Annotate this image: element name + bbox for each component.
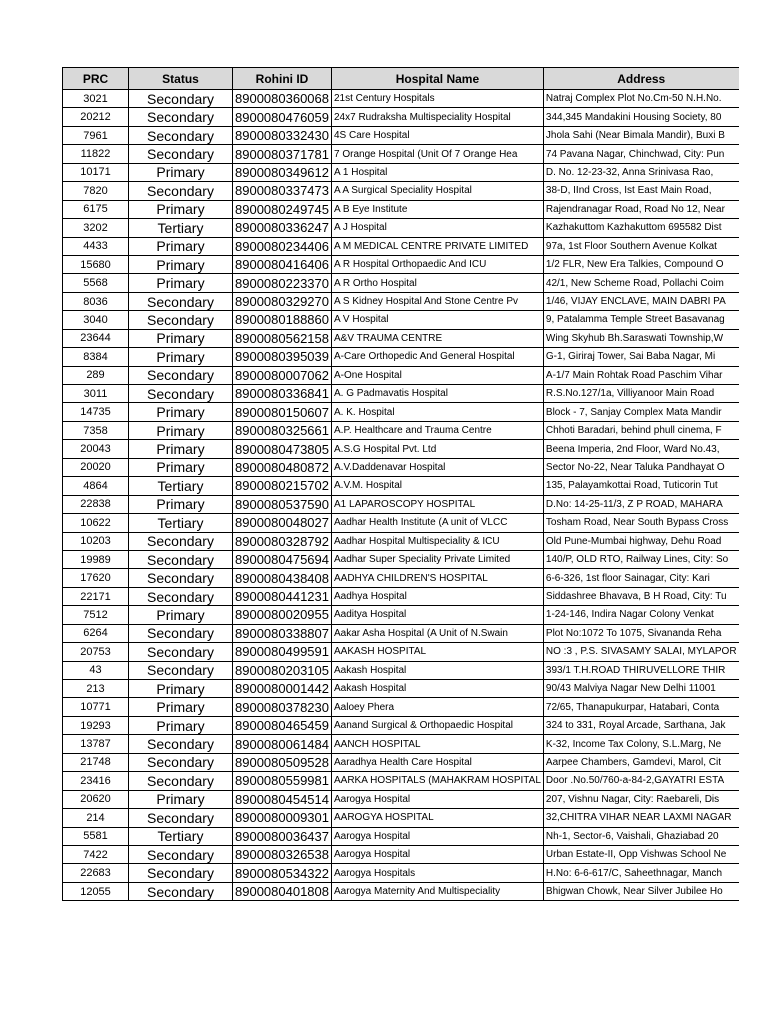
table-row (63, 882, 739, 900)
header-address: Address (543, 68, 738, 90)
cell-status: Primary (129, 440, 233, 458)
cell-rohini-id: 8900080371781 (233, 145, 332, 163)
cell-prc: 10622 (63, 514, 129, 532)
cell-prc: 20212 (63, 108, 129, 126)
cell-prc: 7961 (63, 126, 129, 144)
cell-prc: 6175 (63, 200, 129, 218)
cell-status: Primary (129, 790, 233, 808)
cell-address: 393/1 T.H.ROAD THIRUVELLORE THIR (543, 661, 738, 679)
cell-rohini-id: 8900080001442 (233, 680, 332, 698)
table-row (63, 735, 739, 753)
cell-address: 9, Patalamma Temple Street Basavanag (543, 311, 738, 329)
table-row (63, 772, 739, 790)
table-row (63, 680, 739, 698)
header-status: Status (129, 68, 233, 90)
cell-status: Secondary (129, 385, 233, 403)
cell-rohini-id: 8900080020955 (233, 606, 332, 624)
table-row (63, 550, 739, 568)
cell-status: Primary (129, 200, 233, 218)
cell-address: Urban Estate-II, Opp Vishwas School Ne (543, 845, 738, 863)
cell-rohini-id: 8900080499591 (233, 643, 332, 661)
cell-hospital-name: AARKA HOSPITALS (MAHAKRAM HOSPITAL (332, 772, 544, 790)
cell-hospital-name: Aarogya Hospitals (332, 864, 544, 882)
cell-address: 32,CHITRA VIHAR NEAR LAXMI NAGAR (543, 809, 738, 827)
cell-rohini-id: 8900080332430 (233, 126, 332, 144)
cell-hospital-name: A A Surgical Speciality Hospital (332, 182, 544, 200)
cell-hospital-name: Aanand Surgical & Orthopaedic Hospital (332, 716, 544, 734)
cell-hospital-name: Aaloey Phera (332, 698, 544, 716)
cell-address: Sector No-22, Near Taluka Pandhayat O (543, 458, 738, 476)
table-row (63, 587, 739, 605)
cell-status: Primary (129, 255, 233, 273)
cell-status: Secondary (129, 569, 233, 587)
cell-prc: 14735 (63, 403, 129, 421)
table-row (63, 348, 739, 366)
cell-rohini-id: 8900080338807 (233, 624, 332, 642)
table-row (63, 495, 739, 513)
cell-rohini-id: 8900080559981 (233, 772, 332, 790)
table-body (63, 90, 739, 901)
cell-prc: 11822 (63, 145, 129, 163)
cell-status: Secondary (129, 772, 233, 790)
cell-rohini-id: 8900080007062 (233, 366, 332, 384)
cell-status: Secondary (129, 108, 233, 126)
table-row (63, 845, 739, 863)
cell-status: Secondary (129, 90, 233, 108)
cell-prc: 10771 (63, 698, 129, 716)
cell-prc: 289 (63, 366, 129, 384)
cell-rohini-id: 8900080454514 (233, 790, 332, 808)
cell-hospital-name: A1 LAPAROSCOPY HOSPITAL (332, 495, 544, 513)
cell-hospital-name: AANCH HOSPITAL (332, 735, 544, 753)
cell-status: Primary (129, 716, 233, 734)
header-rohini-id: Rohini ID (233, 68, 332, 90)
cell-rohini-id: 8900080480872 (233, 458, 332, 476)
cell-rohini-id: 8900080395039 (233, 348, 332, 366)
cell-address: D. No. 12-23-32, Anna Srinivasa Rao, (543, 163, 738, 181)
cell-prc: 8384 (63, 348, 129, 366)
cell-rohini-id: 8900080188860 (233, 311, 332, 329)
cell-rohini-id: 8900080249745 (233, 200, 332, 218)
cell-rohini-id: 8900080537590 (233, 495, 332, 513)
cell-prc: 5568 (63, 274, 129, 292)
cell-hospital-name: Aadhar Super Speciality Private Limited (332, 550, 544, 568)
cell-status: Secondary (129, 311, 233, 329)
cell-address: 74 Pavana Nagar, Chinchwad, City: Pun (543, 145, 738, 163)
cell-hospital-name: A. K. Hospital (332, 403, 544, 421)
table-row (63, 255, 739, 273)
cell-hospital-name: Aarogya Maternity And Multispeciality (332, 882, 544, 900)
cell-hospital-name: AAKASH HOSPITAL (332, 643, 544, 661)
hospital-table (62, 67, 739, 901)
cell-rohini-id: 8900080336841 (233, 385, 332, 403)
cell-hospital-name: A-Care Orthopedic And General Hospital (332, 348, 544, 366)
cell-hospital-name: Aarogya Hospital (332, 790, 544, 808)
cell-status: Secondary (129, 735, 233, 753)
cell-prc: 19293 (63, 716, 129, 734)
cell-hospital-name: A. G Padmavatis Hospital (332, 385, 544, 403)
cell-hospital-name: A.V.M. Hospital (332, 477, 544, 495)
cell-status: Primary (129, 403, 233, 421)
cell-prc: 13787 (63, 735, 129, 753)
cell-hospital-name: 21st Century Hospitals (332, 90, 544, 108)
cell-address: Bhigwan Chowk, Near Silver Jubilee Ho (543, 882, 738, 900)
cell-address: Beena Imperia, 2nd Floor, Ward No.43, (543, 440, 738, 458)
cell-hospital-name: Aakash Hospital (332, 661, 544, 679)
cell-prc: 10203 (63, 532, 129, 550)
cell-hospital-name: A.V.Daddenavar Hospital (332, 458, 544, 476)
cell-hospital-name: 4S Care Hospital (332, 126, 544, 144)
cell-hospital-name: Aakar Asha Hospital (A Unit of N.Swain (332, 624, 544, 642)
cell-address: Door .No.50/760-a-84-2,GAYATRI ESTA (543, 772, 738, 790)
cell-status: Primary (129, 274, 233, 292)
cell-status: Secondary (129, 145, 233, 163)
cell-address: 135, Palayamkottai Road, Tuticorin Tut (543, 477, 738, 495)
cell-rohini-id: 8900080061484 (233, 735, 332, 753)
cell-hospital-name: A.P. Healthcare and Trauma Centre (332, 421, 544, 439)
cell-hospital-name: A S Kidney Hospital And Stone Centre Pv (332, 292, 544, 310)
cell-rohini-id: 8900080473805 (233, 440, 332, 458)
cell-address: 207, Vishnu Nagar, City: Raebareli, Dis (543, 790, 738, 808)
table-row (63, 311, 739, 329)
cell-rohini-id: 8900080360068 (233, 90, 332, 108)
cell-status: Primary (129, 163, 233, 181)
cell-prc: 6264 (63, 624, 129, 642)
cell-status: Secondary (129, 661, 233, 679)
cell-status: Secondary (129, 550, 233, 568)
cell-status: Primary (129, 237, 233, 255)
cell-status: Primary (129, 421, 233, 439)
table-row (63, 698, 739, 716)
cell-status: Tertiary (129, 219, 233, 237)
cell-prc: 20620 (63, 790, 129, 808)
cell-status: Tertiary (129, 477, 233, 495)
cell-status: Secondary (129, 845, 233, 863)
cell-address: 1-24-146, Indira Nagar Colony Venkat (543, 606, 738, 624)
cell-status: Primary (129, 495, 233, 513)
cell-hospital-name: A R Ortho Hospital (332, 274, 544, 292)
cell-rohini-id: 8900080009301 (233, 809, 332, 827)
table-row (63, 90, 739, 108)
table-row (63, 716, 739, 734)
cell-address: H.No: 6-6-617/C, Saheethnagar, Manch (543, 864, 738, 882)
cell-prc: 3021 (63, 90, 129, 108)
table-row (63, 126, 739, 144)
cell-prc: 213 (63, 680, 129, 698)
cell-rohini-id: 8900080349612 (233, 163, 332, 181)
cell-address: 1/46, VIJAY ENCLAVE, MAIN DABRI PA (543, 292, 738, 310)
cell-rohini-id: 8900080534322 (233, 864, 332, 882)
cell-address: Wing Skyhub Bh.Saraswati Township,W (543, 329, 738, 347)
cell-prc: 23416 (63, 772, 129, 790)
cell-hospital-name: AAROGYA HOSPITAL (332, 809, 544, 827)
cell-prc: 214 (63, 809, 129, 827)
cell-hospital-name: A 1 Hospital (332, 163, 544, 181)
cell-status: Secondary (129, 126, 233, 144)
cell-status: Primary (129, 458, 233, 476)
cell-rohini-id: 8900080150607 (233, 403, 332, 421)
table-row (63, 182, 739, 200)
cell-rohini-id: 8900080401808 (233, 882, 332, 900)
cell-address: 38-D, IInd Cross, Ist East Main Road, (543, 182, 738, 200)
cell-rohini-id: 8900080441231 (233, 587, 332, 605)
cell-address: Siddashree Bhavava, B H Road, City: Tu (543, 587, 738, 605)
cell-status: Secondary (129, 809, 233, 827)
cell-rohini-id: 8900080562158 (233, 329, 332, 347)
cell-hospital-name: 7 Orange Hospital (Unit Of 7 Orange Hea (332, 145, 544, 163)
table-row (63, 274, 739, 292)
cell-rohini-id: 8900080223370 (233, 274, 332, 292)
cell-status: Primary (129, 680, 233, 698)
cell-rohini-id: 8900080476059 (233, 108, 332, 126)
table-row (63, 163, 739, 181)
table-row (63, 606, 739, 624)
cell-prc: 7820 (63, 182, 129, 200)
cell-address: Nh-1, Sector-6, Vaishali, Ghaziabad 20 (543, 827, 738, 845)
cell-prc: 20020 (63, 458, 129, 476)
cell-prc: 15680 (63, 255, 129, 273)
table-row (63, 827, 739, 845)
cell-prc: 3202 (63, 219, 129, 237)
cell-rohini-id: 8900080329270 (233, 292, 332, 310)
cell-address: Rajendranagar Road, Road No 12, Near (543, 200, 738, 218)
cell-address: K-32, Income Tax Colony, S.L.Marg, Ne (543, 735, 738, 753)
cell-address: Natraj Complex Plot No.Cm-50 N.H.No. (543, 90, 738, 108)
table-row (63, 237, 739, 255)
cell-hospital-name: Aadhya Hospital (332, 587, 544, 605)
cell-hospital-name: Aadhar Hospital Multispeciality & ICU (332, 532, 544, 550)
cell-address: 42/1, New Scheme Road, Pollachi Coim (543, 274, 738, 292)
cell-prc: 4864 (63, 477, 129, 495)
cell-address: A-1/7 Main Rohtak Road Paschim Vihar (543, 366, 738, 384)
cell-rohini-id: 8900080416406 (233, 255, 332, 273)
cell-rohini-id: 8900080337473 (233, 182, 332, 200)
cell-status: Tertiary (129, 827, 233, 845)
cell-address: G-1, Giriraj Tower, Sai Baba Nagar, Mi (543, 348, 738, 366)
cell-rohini-id: 8900080036437 (233, 827, 332, 845)
cell-hospital-name: Aarogya Hospital (332, 845, 544, 863)
cell-prc: 10171 (63, 163, 129, 181)
header-hospital-name: Hospital Name (332, 68, 544, 90)
cell-hospital-name: A M MEDICAL CENTRE PRIVATE LIMITED (332, 237, 544, 255)
cell-prc: 22171 (63, 587, 129, 605)
cell-prc: 19989 (63, 550, 129, 568)
cell-rohini-id: 8900080328792 (233, 532, 332, 550)
table-row (63, 790, 739, 808)
table-row (63, 532, 739, 550)
cell-hospital-name: AADHYA CHILDREN'S HOSPITAL (332, 569, 544, 587)
cell-rohini-id: 8900080465459 (233, 716, 332, 734)
table-row (63, 514, 739, 532)
cell-prc: 7422 (63, 845, 129, 863)
cell-rohini-id: 8900080325661 (233, 421, 332, 439)
table-row (63, 661, 739, 679)
cell-status: Secondary (129, 292, 233, 310)
table-row (63, 569, 739, 587)
table-row (63, 421, 739, 439)
cell-address: Block - 7, Sanjay Complex Mata Mandir (543, 403, 738, 421)
cell-status: Secondary (129, 753, 233, 771)
cell-prc: 17620 (63, 569, 129, 587)
cell-prc: 20753 (63, 643, 129, 661)
cell-address: R.S.No.127/1a, Villiyanoor Main Road (543, 385, 738, 403)
cell-status: Tertiary (129, 514, 233, 532)
cell-rohini-id: 8900080203105 (233, 661, 332, 679)
cell-status: Primary (129, 329, 233, 347)
header-row (63, 68, 739, 90)
cell-prc: 23644 (63, 329, 129, 347)
table-row (63, 440, 739, 458)
cell-hospital-name: A B Eye Institute (332, 200, 544, 218)
cell-rohini-id: 8900080438408 (233, 569, 332, 587)
cell-address: Jhola Sahi (Near Bimala Mandir), Buxi B (543, 126, 738, 144)
table-row (63, 753, 739, 771)
cell-hospital-name: A-One Hospital (332, 366, 544, 384)
table-row (63, 643, 739, 661)
table-row (63, 809, 739, 827)
cell-hospital-name: A J Hospital (332, 219, 544, 237)
cell-address: 344,345 Mandakini Housing Society, 80 (543, 108, 738, 126)
cell-status: Secondary (129, 643, 233, 661)
cell-hospital-name: 24x7 Rudraksha Multispeciality Hospital (332, 108, 544, 126)
cell-rohini-id: 8900080215702 (233, 477, 332, 495)
table-row (63, 403, 739, 421)
cell-address: 6-6-326, 1st floor Sainagar, City: Kari (543, 569, 738, 587)
cell-prc: 22838 (63, 495, 129, 513)
cell-prc: 4433 (63, 237, 129, 255)
cell-status: Secondary (129, 624, 233, 642)
table-row (63, 219, 739, 237)
cell-rohini-id: 8900080326538 (233, 845, 332, 863)
cell-rohini-id: 8900080475694 (233, 550, 332, 568)
cell-hospital-name: Aarogya Hospital (332, 827, 544, 845)
header-prc: PRC (63, 68, 129, 90)
cell-address: Aarpee Chambers, Gamdevi, Marol, Cit (543, 753, 738, 771)
cell-address: Kazhakuttom Kazhakuttom 695582 Dist (543, 219, 738, 237)
cell-prc: 3011 (63, 385, 129, 403)
table-row (63, 624, 739, 642)
cell-address: Chhoti Baradari, behind phull cinema, F (543, 421, 738, 439)
cell-prc: 12055 (63, 882, 129, 900)
cell-prc: 5581 (63, 827, 129, 845)
cell-prc: 8036 (63, 292, 129, 310)
cell-hospital-name: Aaradhya Health Care Hospital (332, 753, 544, 771)
table-row (63, 329, 739, 347)
cell-address: 1/2 FLR, New Era Talkies, Compound O (543, 255, 738, 273)
cell-address: 324 to 331, Royal Arcade, Sarthana, Jak (543, 716, 738, 734)
cell-hospital-name: A.S.G Hospital Pvt. Ltd (332, 440, 544, 458)
cell-address: Tosham Road, Near South Bypass Cross (543, 514, 738, 532)
cell-rohini-id: 8900080378230 (233, 698, 332, 716)
cell-address: 72/65, Thanapukurpar, Hatabari, Conta (543, 698, 738, 716)
cell-status: Primary (129, 606, 233, 624)
cell-prc: 20043 (63, 440, 129, 458)
cell-status: Secondary (129, 366, 233, 384)
table-row (63, 366, 739, 384)
table-row (63, 864, 739, 882)
table-row (63, 385, 739, 403)
cell-rohini-id: 8900080509528 (233, 753, 332, 771)
cell-status: Secondary (129, 182, 233, 200)
cell-prc: 3040 (63, 311, 129, 329)
cell-prc: 43 (63, 661, 129, 679)
cell-rohini-id: 8900080336247 (233, 219, 332, 237)
cell-hospital-name: Aadhar Health Institute (A unit of VLCC (332, 514, 544, 532)
cell-prc: 7358 (63, 421, 129, 439)
cell-status: Secondary (129, 864, 233, 882)
table-row (63, 145, 739, 163)
cell-address: Old Pune-Mumbai highway, Dehu Road (543, 532, 738, 550)
cell-address: Plot No:1072 To 1075, Sivananda Reha (543, 624, 738, 642)
table-row (63, 108, 739, 126)
cell-address: NO :3 , P.S. SIVASAMY SALAI, MYLAPOR (543, 643, 738, 661)
cell-address: 90/43 Malviya Nagar New Delhi 11001 (543, 680, 738, 698)
cell-prc: 21748 (63, 753, 129, 771)
table-row (63, 292, 739, 310)
cell-rohini-id: 8900080048027 (233, 514, 332, 532)
cell-status: Primary (129, 348, 233, 366)
cell-status: Primary (129, 698, 233, 716)
cell-rohini-id: 8900080234406 (233, 237, 332, 255)
cell-prc: 7512 (63, 606, 129, 624)
cell-address: 97a, 1st Floor Southern Avenue Kolkat (543, 237, 738, 255)
table-row (63, 477, 739, 495)
cell-hospital-name: A&V TRAUMA CENTRE (332, 329, 544, 347)
cell-address: 140/P, OLD RTO, Railway Lines, City: So (543, 550, 738, 568)
cell-status: Secondary (129, 532, 233, 550)
table-row (63, 458, 739, 476)
table-header (63, 68, 739, 90)
cell-status: Secondary (129, 587, 233, 605)
cell-hospital-name: A R Hospital Orthopaedic And ICU (332, 255, 544, 273)
cell-prc: 22683 (63, 864, 129, 882)
cell-address: D.No: 14-25-11/3, Z P ROAD, MAHARA (543, 495, 738, 513)
cell-hospital-name: Aakash Hospital (332, 680, 544, 698)
cell-hospital-name: A V Hospital (332, 311, 544, 329)
cell-status: Secondary (129, 882, 233, 900)
cell-hospital-name: Aaditya Hospital (332, 606, 544, 624)
table-row (63, 200, 739, 218)
